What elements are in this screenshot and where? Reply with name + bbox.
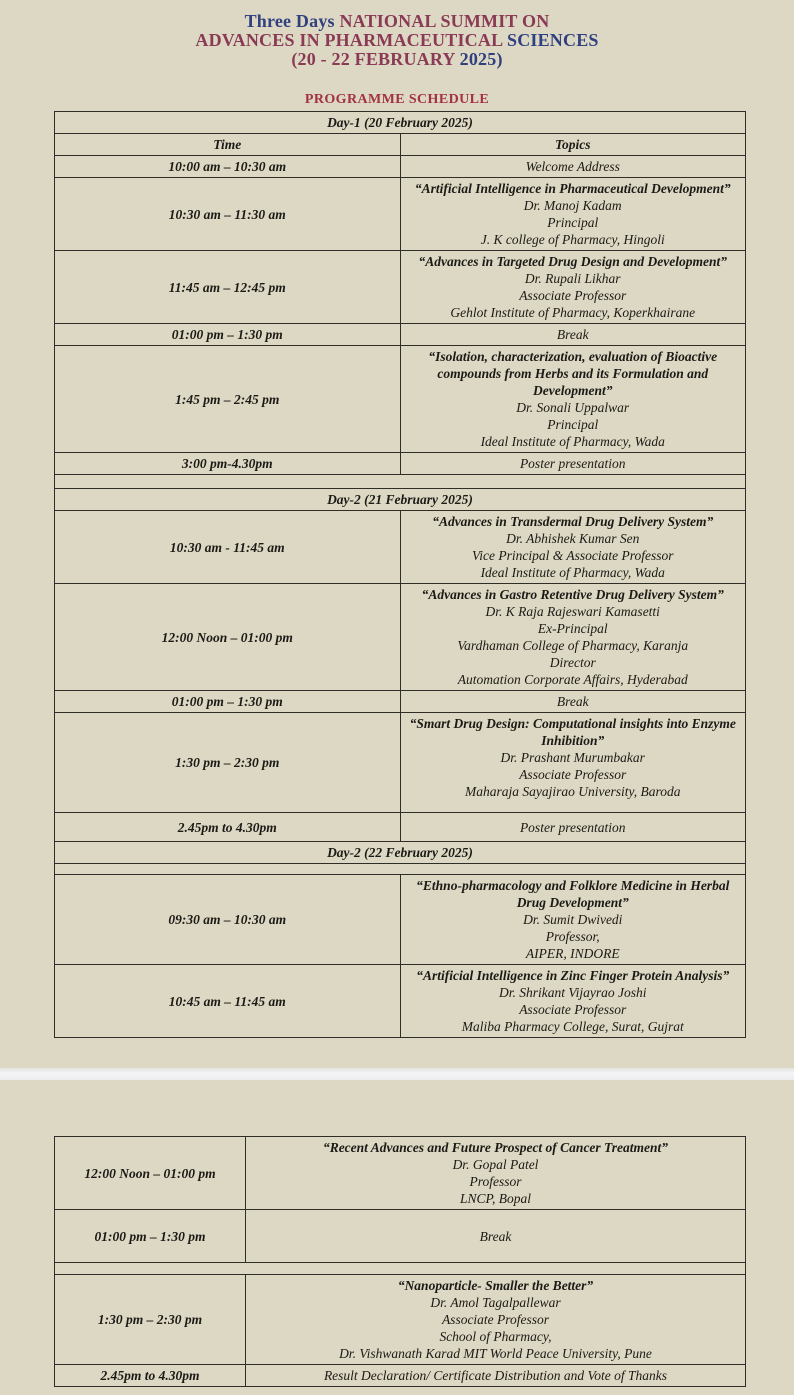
session-time: 01:00 pm – 1:30 pm <box>171 694 283 709</box>
session-topic-title: “Advances in Transdermal Drug Delivery System” <box>432 514 714 529</box>
session-time-cell <box>55 965 401 1038</box>
schedule-table-page2 <box>54 1136 746 1387</box>
title-segment: (20 - 22 FEBRUARY <box>291 49 460 69</box>
time-column-header: Time <box>55 134 401 156</box>
session-topic-line: Associate Professor <box>519 767 627 782</box>
session-row <box>55 1137 746 1210</box>
spacer-row <box>55 475 746 489</box>
session-topic-title: “Artificial Intelligence in Zinc Finger Protein Analysis” <box>416 968 730 983</box>
session-topic-line: Principal <box>547 417 599 432</box>
session-time-cell <box>55 251 401 324</box>
summit-title <box>0 12 794 69</box>
session-time-cell <box>55 813 401 842</box>
programme-schedule-heading: PROGRAMME SCHEDULE <box>304 92 490 107</box>
session-topic-line: Dr. Gopal Patel <box>452 1157 539 1172</box>
session-topic-title: “Smart Drug Design: Computational insights into Enzyme Inhibition” <box>409 716 736 748</box>
session-topic-line: J. K college of Pharmacy, Hingoli <box>480 232 665 247</box>
day-header-row <box>55 842 746 864</box>
session-time-cell <box>55 1275 246 1365</box>
session-topic-line: School of Pharmacy, <box>439 1329 552 1344</box>
session-topic-line: Gehlot Institute of Pharmacy, Koperkhairane <box>450 305 696 320</box>
session-topic-line: Break <box>556 327 589 342</box>
session-row <box>55 1210 746 1263</box>
session-topic-title: “Artificial Intelligence in Pharmaceutical Development” <box>414 181 731 196</box>
session-topic-cell <box>400 346 746 453</box>
session-row <box>55 324 746 346</box>
session-topic-line: Result Declaration/ Certificate Distribution and Vote of Thanks <box>323 1368 668 1383</box>
session-topic-title: “Advances in Gastro Retentive Drug Delivery System” <box>421 587 724 602</box>
session-time: 10:45 am – 11:45 am <box>168 993 286 1009</box>
title-segment: 2025) <box>459 49 503 69</box>
session-topic-line: Dr. Amol Tagalpallewar <box>430 1295 561 1310</box>
session-row <box>55 1365 746 1387</box>
session-time-cell <box>55 1210 246 1263</box>
summit-title-line2 <box>0 31 794 50</box>
schedule-table-page1 <box>54 111 746 1038</box>
session-time: 2.45pm to 4.30pm <box>100 1368 200 1383</box>
session-row <box>55 178 746 251</box>
session-topic-line: Dr. Vishwanath Karad MIT World Peace University, Pune <box>339 1346 652 1361</box>
session-topic-line: Break <box>556 694 589 709</box>
session-time-cell <box>55 1365 246 1387</box>
session-topic-cell <box>246 1210 746 1263</box>
session-topic-line: Ideal Institute of Pharmacy, Wada <box>480 434 665 449</box>
session-time: 2.45pm to 4.30pm <box>177 819 277 835</box>
title-segment: Three Days <box>244 11 340 31</box>
session-topic-line: Vardhaman College of Pharmacy, Karanja <box>457 638 689 653</box>
title-segment: ADVANCES IN PHARMACEUTICAL <box>195 30 507 50</box>
session-time-cell <box>55 511 401 584</box>
day-header-cell: Day-1 (20 February 2025) <box>55 112 746 134</box>
session-topic-line: Dr. Sumit Dwivedi <box>523 912 623 927</box>
session-topic-cell <box>246 1275 746 1365</box>
session-topic-title: “Isolation, characterization, evaluation of Bioactive compounds from Herbs and its Formulation and Development” <box>428 349 718 398</box>
session-topic-line: AIPER, INDORE <box>525 946 620 961</box>
session-topic-cell <box>246 1137 746 1210</box>
session-row <box>55 453 746 475</box>
session-time: 10:30 am – 11:30 am <box>168 206 286 222</box>
session-time-cell <box>55 691 401 713</box>
session-row <box>55 965 746 1038</box>
session-topic-line: Dr. Sonali Uppalwar <box>516 400 630 415</box>
session-topic-cell <box>400 965 746 1038</box>
session-time: 3:00 pm-4.30pm <box>181 456 273 471</box>
session-topic-line: Maharaja Sayajirao University, Baroda <box>465 784 681 799</box>
session-topic-title: “Nanoparticle- Smaller the Better” <box>397 1278 594 1293</box>
session-topic-line: Dr. Shrikant Vijayrao Joshi <box>499 985 647 1000</box>
session-topic-line: Vice Principal & Associate Professor <box>472 548 674 563</box>
session-topic-line: Automation Corporate Affairs, Hyderabad <box>457 672 688 687</box>
session-topic-line: Professor <box>469 1174 522 1189</box>
session-time-cell <box>55 156 401 178</box>
session-row <box>55 251 746 324</box>
spacer-cell <box>55 864 746 875</box>
day-header-row <box>55 489 746 511</box>
session-topic-line: Welcome Address <box>525 159 620 174</box>
session-topic-cell <box>400 875 746 965</box>
session-time-cell <box>55 713 401 813</box>
session-time-cell <box>55 584 401 691</box>
topics-column-header: Topics <box>400 134 746 156</box>
session-time-cell <box>55 346 401 453</box>
spacer-cell <box>55 1263 746 1275</box>
session-topic-title: “Ethno-pharmacology and Folklore Medicine in Herbal Drug Development” <box>416 878 730 910</box>
column-header-row <box>55 134 746 156</box>
day-header-row <box>55 112 746 134</box>
session-time-cell <box>55 178 401 251</box>
session-topic-cell <box>400 178 746 251</box>
session-row <box>55 511 746 584</box>
session-time: 01:00 pm – 1:30 pm <box>171 327 283 342</box>
session-topic-line: Dr. Manoj Kadam <box>523 198 622 213</box>
session-time-cell <box>55 324 401 346</box>
session-time: 1:45 pm – 2:45 pm <box>175 391 280 407</box>
session-topic-line: LNCP, Bopal <box>459 1191 532 1206</box>
session-time: 10:30 am - 11:45 am <box>169 539 285 555</box>
session-row <box>55 584 746 691</box>
session-topic-line: Dr. K Raja Rajeswari Kamasetti <box>485 604 660 619</box>
session-row <box>55 156 746 178</box>
session-topic-line: Dr. Abhishek Kumar Sen <box>506 531 640 546</box>
session-time: 09:30 am – 10:30 am <box>168 912 287 927</box>
session-row <box>55 691 746 713</box>
session-row <box>55 813 746 842</box>
session-topic-line: Poster presentation <box>519 456 626 471</box>
session-time: 12:00 Noon – 01:00 pm <box>161 629 293 645</box>
session-time: 1:30 pm – 2:30 pm <box>175 755 280 770</box>
session-topic-cell <box>400 691 746 713</box>
session-row <box>55 875 746 965</box>
summit-title-line3 <box>0 50 794 69</box>
session-topic-line: Ex-Principal <box>537 621 608 636</box>
session-topic-line: Professor, <box>545 929 600 944</box>
session-topic-title: “Advances in Targeted Drug Design and Development” <box>418 254 727 269</box>
summit-title-line1 <box>0 12 794 31</box>
session-time: 1:30 pm – 2:30 pm <box>97 1312 203 1327</box>
session-time: 10:00 am – 10:30 am <box>168 159 287 174</box>
session-time: 12:00 Noon – 01:00 pm <box>84 1165 216 1181</box>
session-topic-line: Director <box>549 655 596 670</box>
session-row <box>55 1275 746 1365</box>
session-time-cell <box>55 1137 246 1210</box>
session-topic-line: Dr. Rupali Likhar <box>524 271 621 286</box>
session-topic-cell <box>400 511 746 584</box>
document-page-2 <box>0 1080 794 1395</box>
title-segment: SCIENCES <box>506 30 599 50</box>
session-topic-cell <box>400 324 746 346</box>
session-topic-line: Maliba Pharmacy College, Surat, Gujrat <box>461 1019 684 1034</box>
session-topic-cell <box>400 251 746 324</box>
session-topic-line: Associate Professor <box>519 1002 627 1017</box>
session-topic-line: Ideal Institute of Pharmacy, Wada <box>480 565 665 580</box>
session-topic-cell <box>400 453 746 475</box>
session-topic-line: Associate Professor <box>519 288 627 303</box>
session-row <box>55 346 746 453</box>
day-header-cell: Day-2 (21 February 2025) <box>55 489 746 511</box>
session-topic-line: Break <box>479 1228 512 1244</box>
session-topic-cell <box>246 1365 746 1387</box>
session-time-cell <box>55 453 401 475</box>
session-time-cell <box>55 875 401 965</box>
session-topic-line: Principal <box>547 215 599 230</box>
title-segment: NATIONAL SUMMIT ON <box>339 11 550 31</box>
day-header-cell: Day-2 (22 February 2025) <box>55 842 746 864</box>
session-topic-cell <box>400 156 746 178</box>
session-topic-title: “Recent Advances and Future Prospect of Cancer Treatment” <box>322 1140 669 1155</box>
session-topic-line: Associate Professor <box>441 1312 550 1327</box>
spacer-row <box>55 864 746 875</box>
session-topic-line: Dr. Prashant Murumbakar <box>500 750 645 765</box>
spacer-cell <box>55 475 746 489</box>
page-separator <box>0 1068 794 1080</box>
session-topic-cell <box>400 713 746 813</box>
session-row <box>55 713 746 813</box>
spacer-row <box>55 1263 746 1275</box>
session-topic-line: Poster presentation <box>519 819 626 835</box>
session-time: 01:00 pm – 1:30 pm <box>94 1228 206 1244</box>
session-time: 11:45 am – 12:45 pm <box>168 279 286 295</box>
session-topic-cell <box>400 813 746 842</box>
session-topic-cell <box>400 584 746 691</box>
